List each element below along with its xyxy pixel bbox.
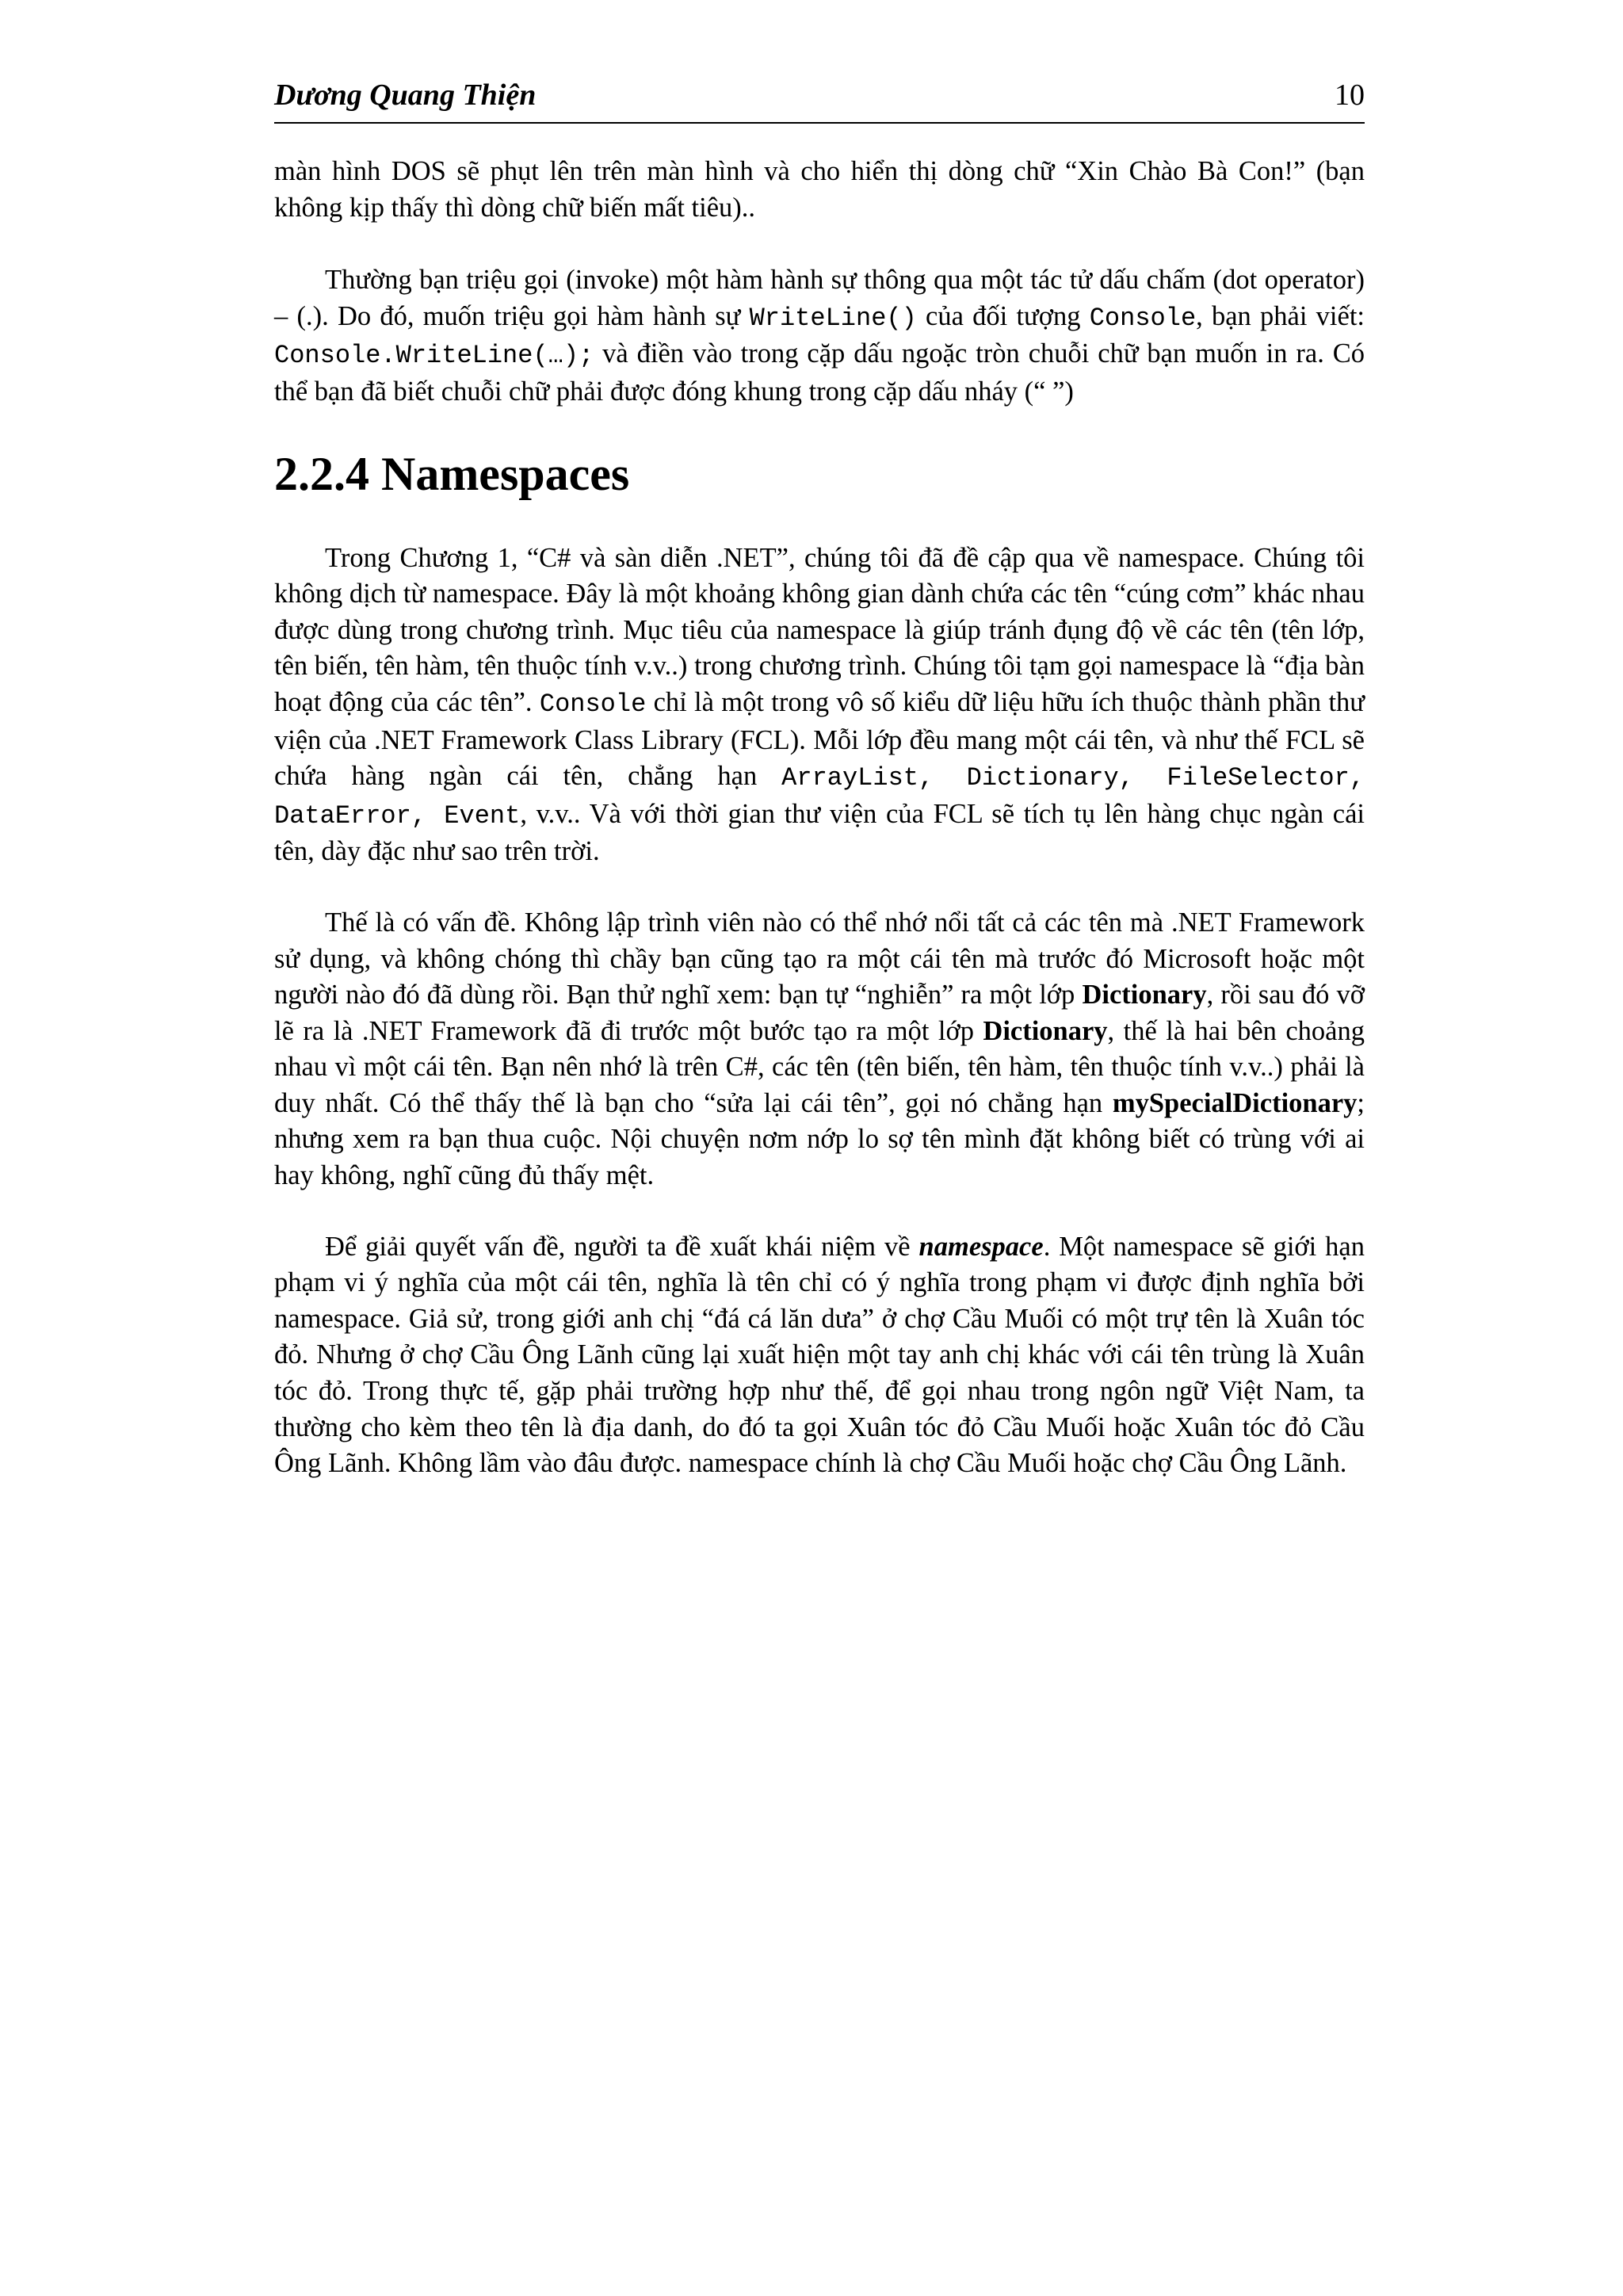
paragraph-5: [274, 1229, 1365, 1482]
text-run: , v.v.. Và với thời gian thư viện của FCL sẽ tích tụ lên hàng chục ngàn cái tên, dày đặc như sao trên trời.: [274, 798, 1365, 867]
text-run: chỉ là một trong vô số kiểu dữ liệu hữu ích thuộc thành phần thư viện của .NET Framework Class Library (FCL). Mỗi lớp đều mang một cái tên, và như thế FCL sẽ chứa hàng ngàn cái tên, chẳng hạn: [274, 686, 1365, 792]
text-run: của đối tượng: [916, 300, 1090, 331]
bold-italic-namespace: namespace: [918, 1231, 1044, 1262]
text-run: và điền vào trong cặp dấu ngoặc tròn chuỗi chữ bạn muốn in ra. Có thể bạn đã biết chuỗi chữ phải được đóng khung trong cặp dấu nháy (“ ”): [274, 338, 1365, 407]
code-class-list: ArrayList, Dictionary, FileSelector, DataError, Event: [274, 763, 1365, 831]
text-run: , thế là hai bên choảng nhau vì một cái tên. Bạn nên nhớ là trên C#, các tên (tên biến, tên hàm, tên thuộc tính v.v..) phải là duy nhất. Có thể thấy thế là bạn cho “sửa lại cái tên”, gọi nó chẳng hạn: [274, 1015, 1365, 1118]
section-heading: 2.2.4 Namespaces: [274, 447, 630, 500]
body-text: [274, 154, 1365, 1517]
page-header: [274, 76, 1365, 124]
code-console: Console: [1089, 303, 1197, 333]
paragraph-4: [274, 905, 1365, 1194]
text-run: , bạn phải viết:: [1196, 300, 1365, 331]
code-console: Console: [539, 689, 647, 719]
page-number: 10: [1335, 78, 1365, 112]
header-author: Dương Quang Thiện: [274, 78, 537, 112]
text-run: Để giải quyết vấn đề, người ta đề xuất khái niệm về: [325, 1231, 919, 1262]
code-writeline: WriteLine(): [749, 303, 917, 333]
paragraph-3: [274, 541, 1365, 870]
code-console-writeline: Console.WriteLine(…);: [274, 341, 594, 371]
text-run: ; nhưng xem ra bạn thua cuộc. Nội chuyện nơm nớp lo sợ tên mình đặt không biết có trùng với ai hay không, nghĩ cũng đủ thấy mệt.: [274, 1087, 1365, 1191]
text-run: Thường bạn triệu gọi (invoke) một hàm hành sự thông qua một tác tử dấu chấm (dot operator) – (.). Do đó, muốn triệu gọi hàm hành sự: [274, 265, 1365, 331]
text-run: Thế là có vấn đề. Không lập trình viên nào có thể nhớ nổi tất cả các tên mà .NET Framework sử dụng, và không chóng thì chầy bạn cũng tạo ra một cái tên mà trước đó Microsoft hoặc một người nào đó đã dùng rồi. Bạn thử nghĩ xem: bạn tự “nghiễn” ra một lớp: [274, 907, 1365, 1010]
paragraph-1: màn hình DOS sẽ phụt lên trên màn hình và cho hiển thị dòng chữ “Xin Chào Bà Con!” (bạn không kịp thấy thì dòng chữ biến mất tiêu)..: [274, 156, 1365, 223]
text-run: , rồi sau đó vỡ lẽ ra là .NET Framework đã đi trước một bước tạo ra một lớp: [274, 980, 1365, 1046]
bold-myspecialdictionary: mySpecialDictionary: [1112, 1087, 1358, 1118]
text-run: . Một namespace sẽ giới hạn phạm vi ý nghĩa của một cái tên, nghĩa là tên chỉ có ý nghĩa trong phạm vi được định nghĩa bởi namespace. Giả sử, trong giới anh chị “đá cá lăn dưa” ở chợ Cầu Muối có một trự tên là Xuân tóc đỏ. Nhưng ở chợ Cầu Ông Lãnh cũng lại xuất hiện một tay anh chị khác với cái tên trùng là Xuân tóc đỏ. Trong thực tế, gặp phải trường hợp như thế, để gọi nhau trong ngôn ngữ Việt Nam, ta thường cho kèm theo tên là địa danh, do đó ta gọi Xuân tóc đỏ Cầu Muối hoặc Xuân tóc đỏ Cầu Ông Lãnh. Không lầm vào đâu được. namespace chính là chợ Cầu Muối hoặc chợ Cầu Ông Lãnh.: [274, 1231, 1365, 1479]
paragraph-2: [274, 262, 1365, 410]
text-run: Trong Chương 1, “C# và sàn diễn .NET”, chúng tôi đã đề cập qua về namespace. Chúng tôi không dịch từ namespace. Đây là một khoảng không gian dành chứa các tên “cúng cơm” khác nhau được dùng trong chương trình. Mục tiêu của namespace là giúp tránh đụng độ về các tên (tên lớp, tên biến, tên hàm, tên thuộc tính v.v..) trong chương trình. Chúng tôi tạm gọi namespace là “địa bàn hoạt động của các tên”.: [274, 542, 1365, 717]
bold-dictionary: Dictionary: [983, 1015, 1108, 1046]
bold-dictionary: Dictionary: [1082, 980, 1207, 1010]
